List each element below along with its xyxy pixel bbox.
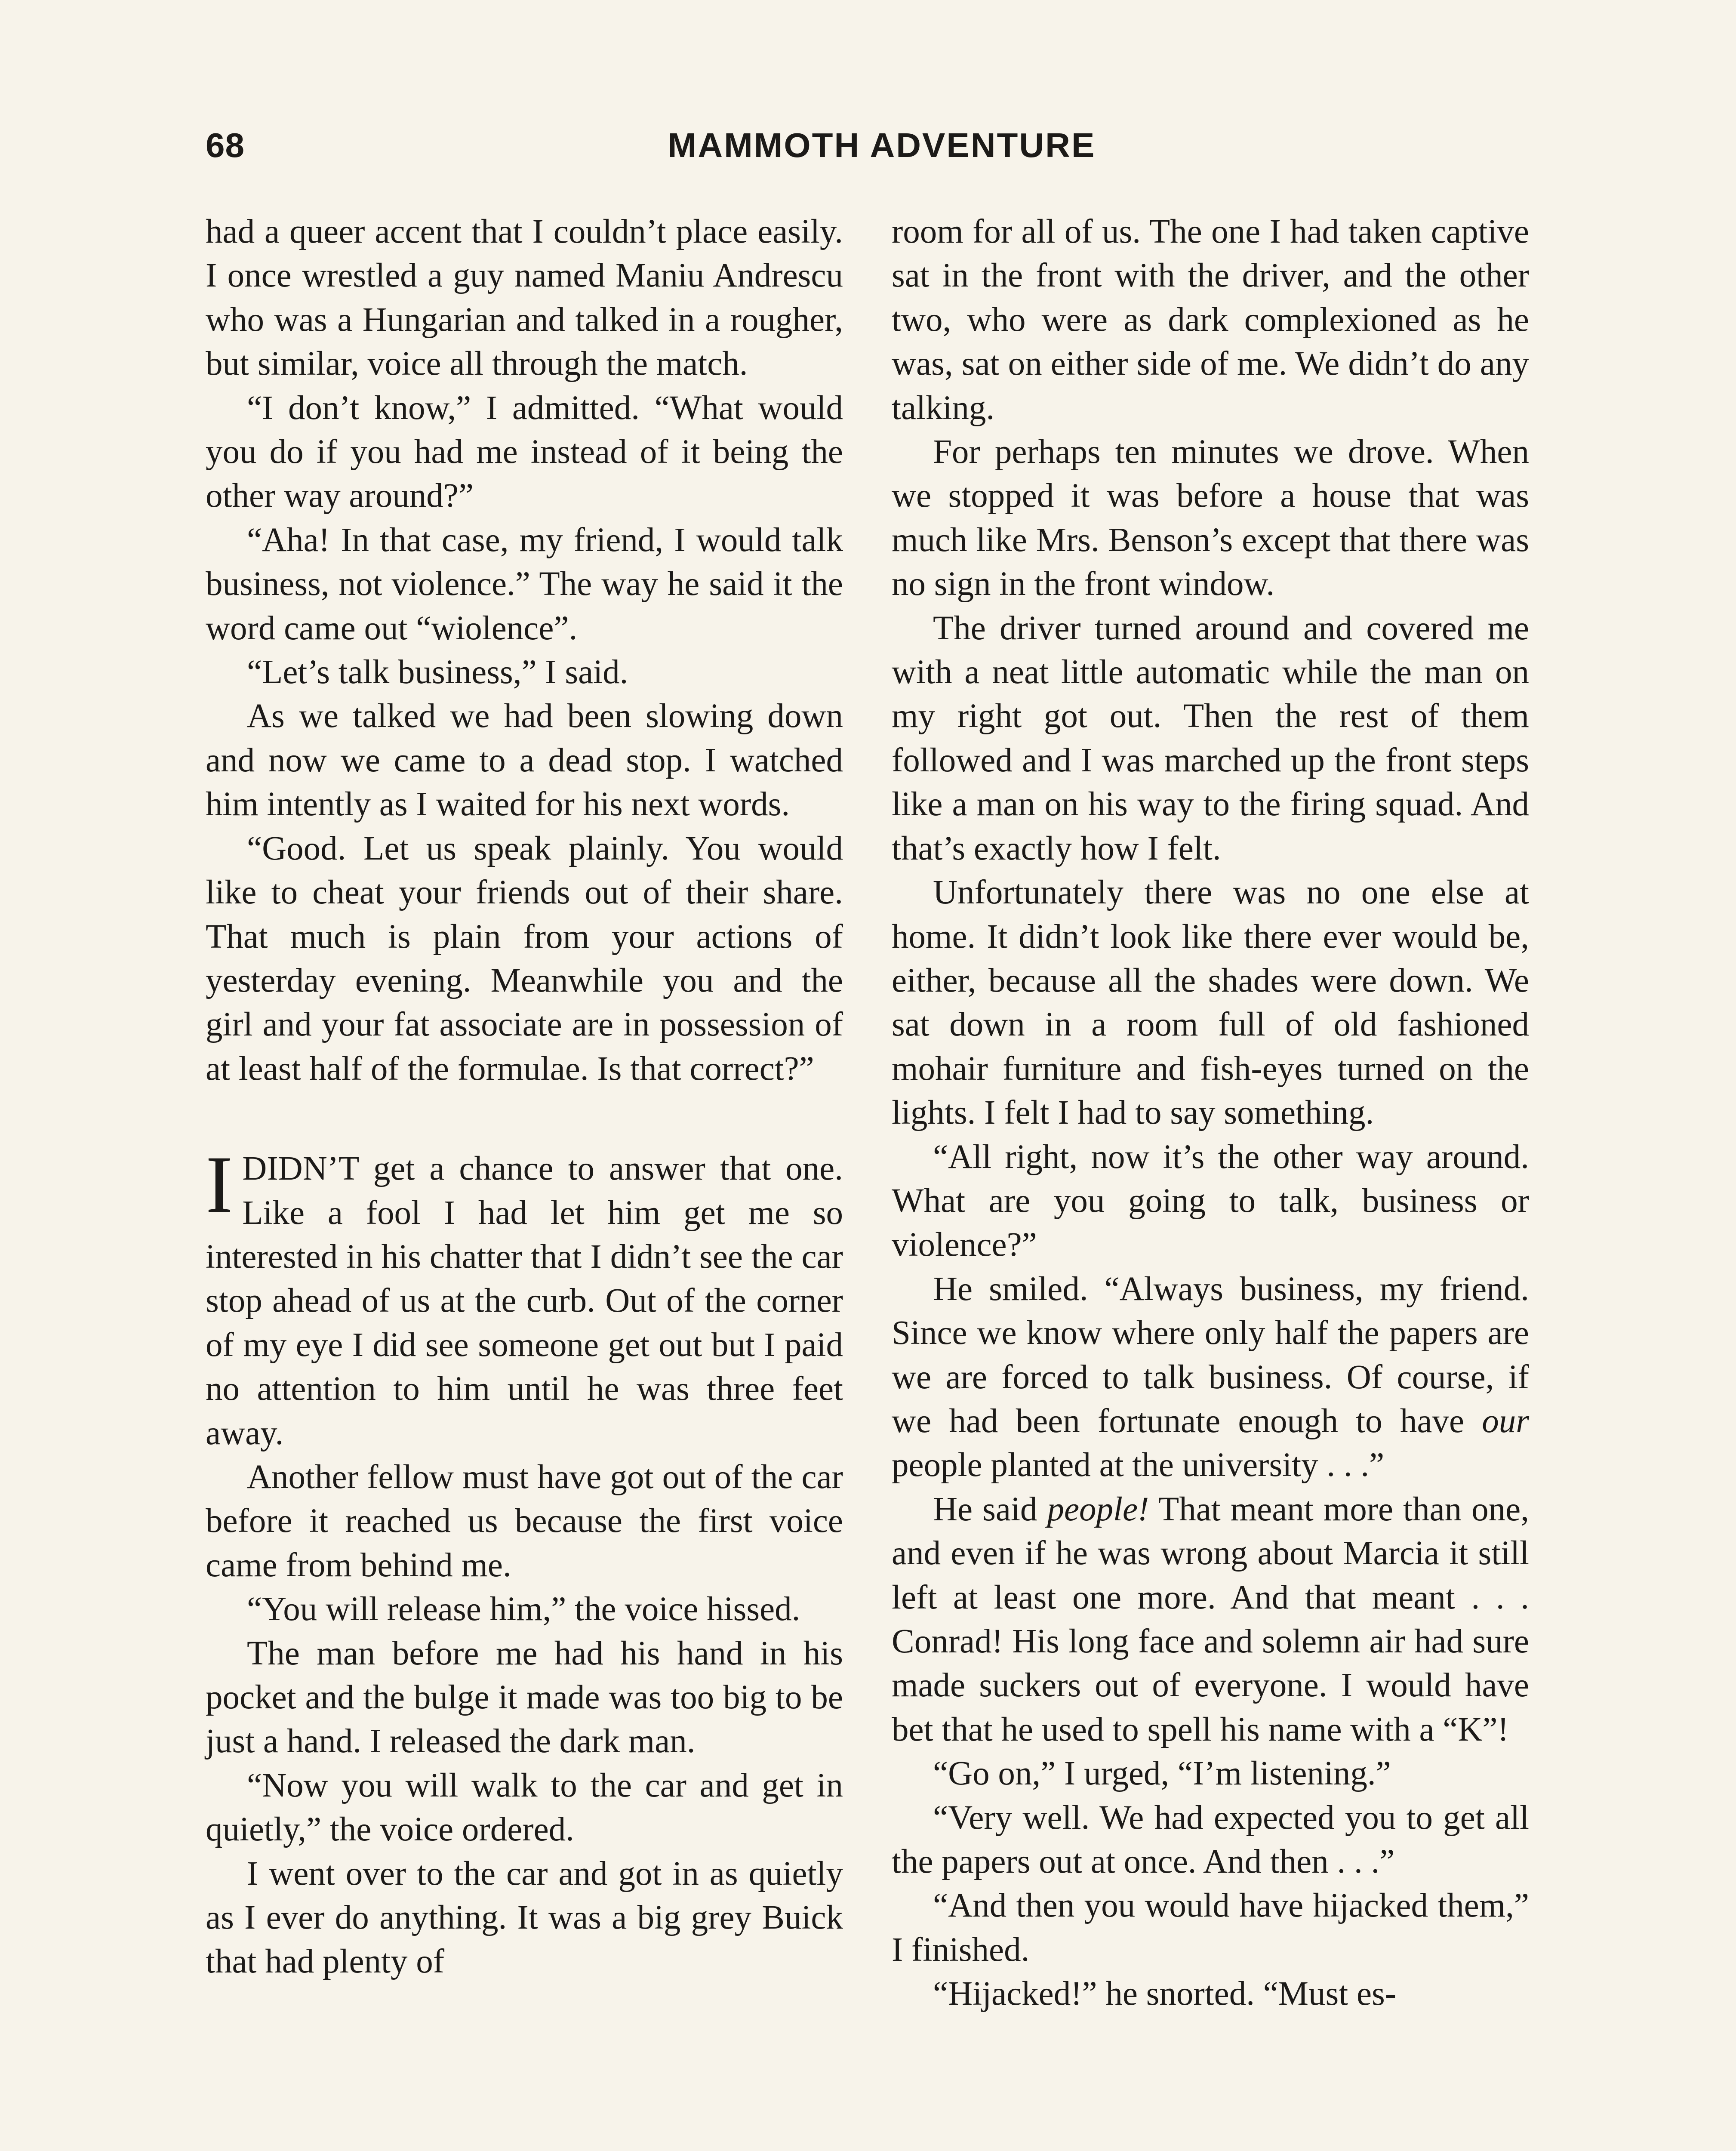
paragraph: “Hijacked!” he snorted. “Must es- [933,1975,1397,2013]
paragraph: “Good. Let us speak plainly. You would like to cheat your friends out of their share. That much is plain from your actions of yesterday evening. Meanwhile you and the girl and your fat associate are in possession of at least half of the formulae. Is that correct?” [206,829,843,1088]
paragraph [892,1488,1529,1752]
running-head: MAMMOTH ADVENTURE [668,126,1096,164]
section-paragraph [206,1140,843,1455]
paragraph: “Very well. We had expected you to get all the papers out at once. And then . . .” [892,1799,1529,1881]
paragraph-text: He said [933,1490,1047,1528]
page-number: 68 [206,126,245,164]
paragraph: “Go on,” I urged, “I’m listening.” [933,1755,1391,1793]
paragraph-text: He smiled. “Always business, my friend. Since we know where only half the papers are we are forced to talk business. Of course, if we had been fortunate enough to have [892,1270,1529,1440]
left-column [206,210,843,1984]
right-column [892,210,1529,2016]
paragraph: Another fellow must have got out of the car before it reached us because the first voice came from behind me. [206,1458,843,1584]
paragraph: “Aha! In that case, my friend, I would talk business, not violence.” The way he said it the word came out “wiolence”. [206,521,843,647]
paragraph: For perhaps ten minutes we drove. When we stopped it was before a house that was much like Mrs. Benson’s except that there was no sign in the front window. [892,433,1529,603]
paragraph: The man before me had his hand in his pocket and the bulge it made was too big to be just a hand. I released the dark man. [206,1634,843,1760]
paragraph [892,1267,1529,1488]
paragraph: “You will release him,” the voice hissed. [247,1590,800,1628]
paragraph: had a queer accent that I couldn’t place easily. I once wrestled a guy named Maniu Andrescu who was a Hungarian and talked in a rougher, but similar, voice all through the match. [206,213,843,383]
paragraph: “And then you would have hijacked them,” I finished. [892,1887,1529,1969]
paragraph-text: people planted at the university . . .” [892,1446,1385,1484]
paragraph-text: That meant more than one, and even if he was wrong about Marcia it still left at least one more. And that meant . . . Conrad! His long face and solemn air had sure made suckers out of everyone. I would have bet that he used to spell his name with a “K”! [892,1490,1529,1748]
drop-cap: I [206,1140,233,1230]
paragraph: room for all of us. The one I had taken captive sat in the front with the driver, and the other two, who were as dark complexioned as he was, sat on either side of me. We didn’t do any talking. [892,213,1529,427]
emphasis: people! [1047,1490,1149,1528]
paragraph: The driver turned around and covered me with a neat little automatic while the man on my right got out. Then the rest of them followed and I was marched up the front steps like a man on his way to the firing squad. And that’s exactly how I felt. [892,609,1529,867]
emphasis: our [1482,1402,1529,1440]
paragraph: “I don’t know,” I admitted. “What would you do if you had me instead of it being the other way around?” [206,389,843,515]
paragraph: I went over to the car and got in as quietly as I ever do anything. It was a big grey Buick that had plenty of [206,1855,843,1981]
paragraph: “Now you will walk to the car and get in quietly,” the voice ordered. [206,1766,843,1849]
paragraph: As we talked we had been slowing down and now we came to a dead stop. I watched him intently as I waited for his next words. [206,697,843,823]
paragraph: “Let’s talk business,” I said. [247,653,628,691]
paragraph: “All right, now it’s the other way around. What are you going to talk, business or violence?” [892,1138,1529,1264]
paragraph: Unfortunately there was no one else at home. It didn’t look like there ever would be, either, because all the shades were down. We sat down in a room full of old fashioned mohair furniture and fish-eyes turned on the lights. I felt I had to say something. [892,874,1529,1132]
paragraph-text: DIDN’T get a chance to answer that one. Like a fool I had let him get me so interested in his chatter that I didn’t see the car stop ahead of us at the curb. Out of the corner of my eye I did see someone get out but I paid no attention to him until he was three feet away. [206,1150,843,1452]
